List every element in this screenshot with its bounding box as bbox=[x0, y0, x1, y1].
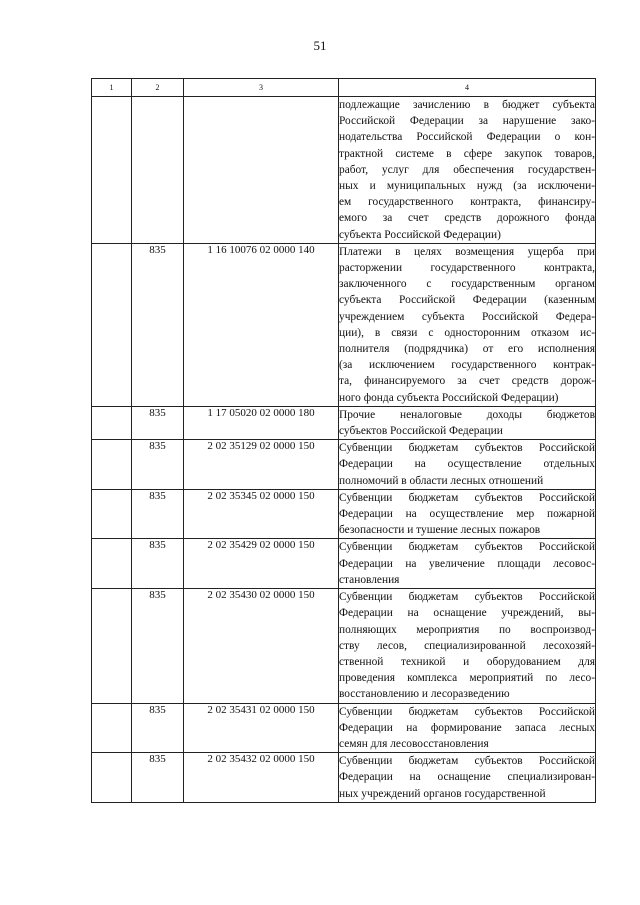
description-line: ственной техникой и оборудованием для bbox=[339, 655, 595, 668]
description-line: ного фонда субъекта Российской Федерации) bbox=[339, 391, 559, 404]
budget-classification-code: 1 16 10076 02 0000 140 bbox=[184, 243, 339, 406]
budget-classification-code: 2 02 35129 02 0000 150 bbox=[184, 440, 339, 490]
description-line: заключенного с государственным органом bbox=[339, 278, 595, 291]
empty-cell bbox=[92, 489, 132, 539]
table-row bbox=[92, 703, 596, 753]
empty-cell bbox=[92, 97, 132, 244]
revenue-description bbox=[339, 589, 596, 703]
empty-cell bbox=[92, 539, 132, 589]
empty-cell bbox=[92, 589, 132, 703]
description-line: Федерации на формирование запаса лесных bbox=[339, 721, 595, 734]
empty-cell bbox=[92, 753, 132, 803]
budget-classification-code: 2 02 35429 02 0000 150 bbox=[184, 539, 339, 589]
description-line: ных учреждений органов государственной bbox=[339, 787, 546, 800]
budget-classification-code: 1 17 05020 02 0000 180 bbox=[184, 406, 339, 439]
description-line: Субвенции бюджетам субъектов Российской bbox=[339, 755, 595, 768]
revenue-description bbox=[339, 243, 596, 406]
column-number: 3 bbox=[184, 79, 339, 97]
administrator-code: 835 bbox=[132, 589, 184, 703]
description-line: подлежащие зачислению в бюджет субъекта bbox=[339, 99, 595, 111]
revenue-description bbox=[339, 440, 596, 490]
description-line: трактной системе в сфере закупок товаров, bbox=[339, 147, 595, 160]
table-row bbox=[92, 97, 596, 244]
table-row bbox=[92, 753, 596, 803]
table-row bbox=[92, 243, 596, 406]
description-line: Федерации на осуществление мер пожарной bbox=[339, 508, 595, 521]
column-number: 4 bbox=[339, 79, 596, 97]
administrator-code: 835 bbox=[132, 406, 184, 439]
budget-classification-code bbox=[184, 97, 339, 244]
budget-classification-code: 2 02 35345 02 0000 150 bbox=[184, 489, 339, 539]
table-body bbox=[92, 79, 596, 803]
description-line: ных и муниципальных нужд (за исключени- bbox=[339, 180, 595, 193]
description-line: ции), в связи с односторонним отказом ис- bbox=[339, 326, 595, 339]
revenue-description bbox=[339, 97, 596, 244]
revenue-description bbox=[339, 703, 596, 753]
revenue-description bbox=[339, 753, 596, 803]
description-line: полнителя (подрядчика) от его исполнения bbox=[339, 343, 595, 356]
table-row bbox=[92, 539, 596, 589]
description-line: субъектов Российской Федерации bbox=[339, 425, 503, 438]
column-number-row bbox=[92, 79, 596, 97]
empty-cell bbox=[92, 703, 132, 753]
description-line: становления bbox=[339, 573, 400, 586]
description-line: ем государственного контракта, финансиру- bbox=[339, 196, 595, 209]
revenue-description bbox=[339, 489, 596, 539]
description-line: емого за счет средств дорожного фонда bbox=[339, 212, 595, 225]
administrator-code bbox=[132, 97, 184, 244]
description-line: учреждением субъекта Российской Федера- bbox=[339, 310, 595, 323]
description-line: Субвенции бюджетам субъектов Российской bbox=[339, 705, 595, 718]
description-line: субъекта Российской Федерации) bbox=[339, 228, 501, 241]
description-line: Федерации на увеличение площади лесовос- bbox=[339, 557, 595, 570]
description-line: Российской Федерации за нарушение зако- bbox=[339, 115, 595, 128]
revenue-description bbox=[339, 406, 596, 439]
description-line: полняющих мероприятия по воспроизвод- bbox=[339, 623, 595, 636]
administrator-code: 835 bbox=[132, 489, 184, 539]
description-line: нодательства Российской Федерации о кон- bbox=[339, 131, 595, 144]
description-line: восстановлению и лесоразведению bbox=[339, 688, 510, 701]
column-number: 2 bbox=[132, 79, 184, 97]
revenue-codes-table bbox=[91, 78, 596, 803]
table-row bbox=[92, 406, 596, 439]
description-line: Субвенции бюджетам субъектов Российской bbox=[339, 541, 595, 554]
administrator-code: 835 bbox=[132, 753, 184, 803]
description-line: Федерации на оснащение специализирован- bbox=[339, 771, 595, 784]
description-line: Федерации на осуществление отдельных bbox=[339, 458, 595, 471]
description-line: Платежи в целях возмещения ущерба при bbox=[339, 245, 595, 258]
description-line: Прочие неналоговые доходы бюджетов bbox=[339, 408, 595, 421]
administrator-code: 835 bbox=[132, 539, 184, 589]
description-line: семян для лесовосстановления bbox=[339, 737, 489, 750]
table-row bbox=[92, 440, 596, 490]
description-line: та, финансируемого за счет средств дорож- bbox=[339, 375, 595, 388]
page-number: 51 bbox=[313, 38, 327, 53]
description-line: Субвенции бюджетам субъектов Российской bbox=[339, 442, 595, 455]
description-line: Субвенции бюджетам субъектов Российской bbox=[339, 591, 595, 604]
empty-cell bbox=[92, 243, 132, 406]
description-line: проведения комплекса мероприятий по лесо- bbox=[339, 672, 595, 685]
description-line: расторжении государственного контракта, bbox=[339, 262, 595, 275]
description-line: безопасности и тушение лесных пожаров bbox=[339, 524, 541, 537]
administrator-code: 835 bbox=[132, 440, 184, 490]
column-number: 1 bbox=[92, 79, 132, 97]
budget-classification-code: 2 02 35432 02 0000 150 bbox=[184, 753, 339, 803]
description-line: Федерации на оснащение учреждений, вы- bbox=[339, 607, 595, 620]
empty-cell bbox=[92, 440, 132, 490]
administrator-code: 835 bbox=[132, 703, 184, 753]
description-line: работ, услуг для обеспечения государствен- bbox=[339, 163, 595, 176]
empty-cell bbox=[92, 406, 132, 439]
budget-classification-code: 2 02 35430 02 0000 150 bbox=[184, 589, 339, 703]
description-line: субъекта Российской Федерации (казенным bbox=[339, 294, 595, 307]
table-row bbox=[92, 489, 596, 539]
description-line: (за исключением государственного контрак- bbox=[339, 359, 595, 372]
budget-classification-code: 2 02 35431 02 0000 150 bbox=[184, 703, 339, 753]
description-line: Субвенции бюджетам субъектов Российской bbox=[339, 491, 595, 504]
revenue-description bbox=[339, 539, 596, 589]
table-row bbox=[92, 589, 596, 703]
description-line: полномочий в области лесных отношений bbox=[339, 474, 544, 487]
description-line: ству лесов, специализированной лесохозяй- bbox=[339, 639, 595, 652]
administrator-code: 835 bbox=[132, 243, 184, 406]
